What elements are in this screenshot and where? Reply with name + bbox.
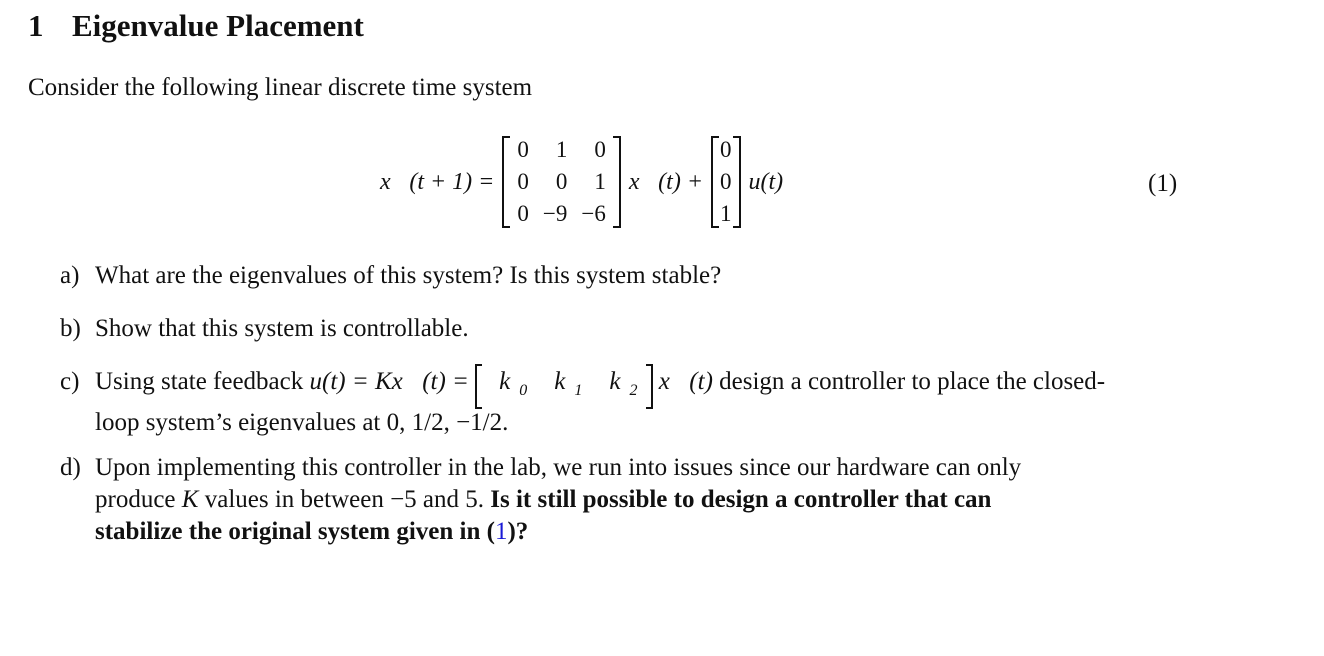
section-number: 1 [28,8,44,43]
matrix-cell: −6 [581,201,606,226]
question-d [60,452,1200,548]
vector-cell: 0 [720,169,732,194]
equation-reference-link[interactable]: 1 [494,518,508,545]
question-label: a) [60,262,80,289]
question-label: c) [60,368,80,395]
section-title: Eigenvalue Placement [72,8,364,43]
matrix-cell: −9 [542,201,568,226]
question-text: Using state feedback u(t) = Kx⃗(t) = k $_0$ k $_1$ k $_2$ x⃗(t) design a controller to place the closed- loop system’s eigenvalues at 0, 1/2, −1/2. [95,368,1106,436]
matrix-cell: 1 [555,137,568,162]
equation-lhs: x⃗(t + 1) = [380,168,495,195]
vector-cell: 0 [720,137,732,162]
matrix-cell: 0 [594,137,606,162]
state-term: x⃗(t) + [628,168,704,195]
matrix-cell: 0 [517,169,529,194]
equation-number: (1) [1148,170,1178,197]
question-label: d) [60,454,81,481]
question-c [60,366,1200,439]
vector-cell: 1 [720,201,732,226]
section-heading [28,8,364,44]
state-equation [380,132,783,232]
matrix-cell: 0 [517,201,529,226]
gain-row-vector: k $_0$ k $_1$ k $_2$ [475,366,652,407]
matrix-cell: 0 [517,137,529,162]
question-a [60,260,1200,292]
question-text: Upon implementing this controller in the lab, we run into issues since our hardware can only produce K values in between −5 and 5. Is it still possible to design a controller that can stabilize the original system given in (1)? [95,454,1022,545]
matrix-cell: 0 [555,169,568,194]
matrix-a [502,134,620,230]
matrix-cell: 1 [594,169,606,194]
question-b [60,313,1200,345]
vector-b [711,134,741,230]
intro-text: Consider the following linear discrete time system [28,74,533,101]
input-term: u(t) [748,168,784,195]
question-text: Show that this system is controllable. [95,315,469,342]
question-text: What are the eigenvalues of this system? Is this system stable? [95,262,722,289]
question-label: b) [60,315,81,342]
